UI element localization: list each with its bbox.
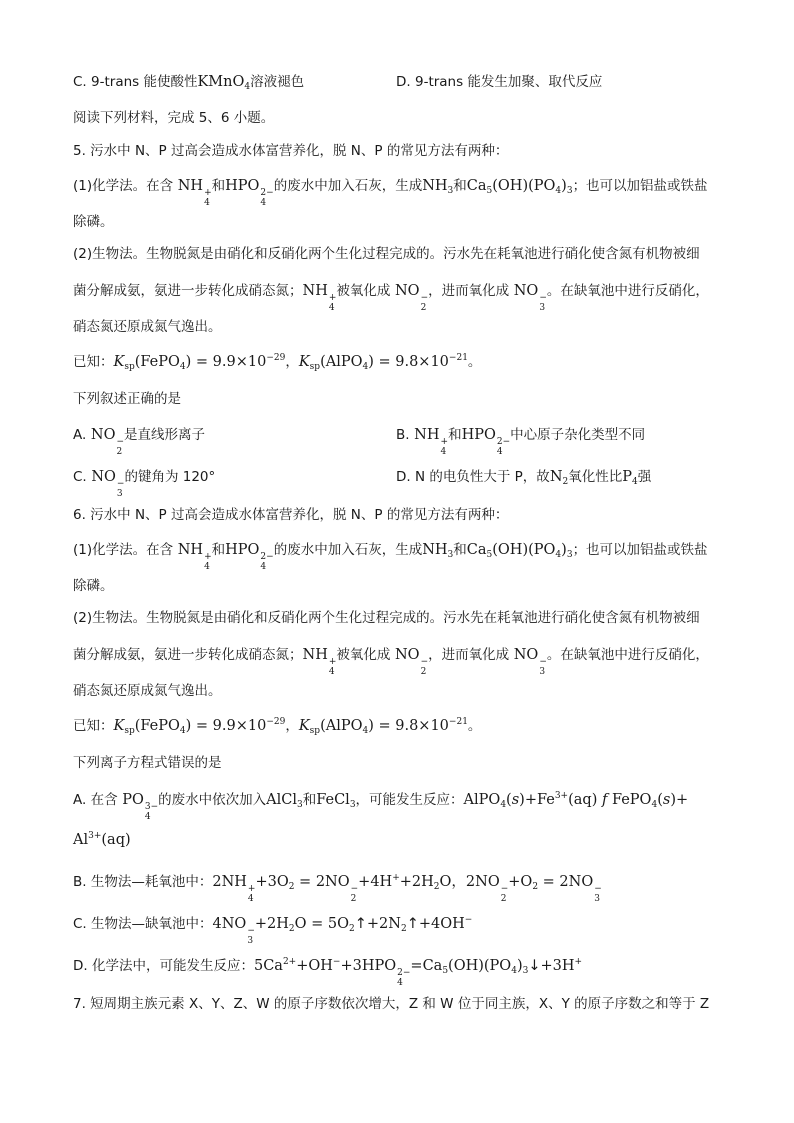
q5-method2-a: (2)生物法。生物脱氮是由硝化和反硝化两个生化过程完成的。污水先在耗氧池进行硝化使含氮有机物被细 [73, 246, 700, 262]
q6-method2-b: 菌分解成氨，氨进一步转化成硝态氮；NH + 4 被氧化成 NO − 2 ，进而氧化成 NO − 3 。在缺氧池中进行反硝化， [73, 647, 709, 677]
q5-ksp: 已知：$K_{sp}(FePO_4) = 9.9\times 10^{-29}$，$K_{sp}(AlPO_4) = 9.8\times 10^{-21}$。 [73, 353, 482, 372]
q6-stem: 下列离子方程式错误的是 [73, 755, 222, 771]
q6-method1: (1)化学法。在含 NH + 4 和HPO 2− 4 的废水中加入石灰，生成$NH_3$和$Ca_5(OH)(PO_4)_3$；也可以加铝盐或铁盐 [73, 542, 708, 572]
q5-method1: (1)化学法。在含 NH + 4 和HPO 2− 4 的废水中加入石灰，生成$NH_3$和$Ca_5(OH)(PO_4)_3$；也可以加铝盐或铁盐 [73, 178, 708, 208]
q5-method1-cont: 除磷。 [73, 214, 114, 230]
q6-option-a: A. 在含 PO 3− 4 的废水中依次加入AlCl$_3$和FeCl$_3$，可能发生反应：$AlPO_4(s)+Fe^{3+}(aq)$ f FePO$_4$(s)+ [73, 791, 689, 822]
option-c-q4: C. 9-trans 能使酸性KMnO$_4$溶液褪色 [73, 74, 305, 92]
q5-method2-b: 菌分解成氨，氨进一步转化成硝态氮；NH + 4 被氧化成 NO − 2 ，进而氧化成 NO − 3 。在缺氧池中进行反硝化， [73, 283, 709, 313]
option-d-q4: D. 9-trans 能发生加聚、取代反应 [396, 74, 603, 90]
q6-option-b: B. 生物法—耗氧池中：2NH + 4 $+3O_2 = 2NO$ − 2 $+4H^++2H_2O$，2NO − 2 $+O_2 = 2NO$ − 3 [73, 873, 602, 904]
reading-instruction: 阅读下列材料，完成 5、6 小题。 [73, 110, 275, 126]
q6-method2-c: 硝态氮还原成氮气逸出。 [73, 683, 222, 699]
q6-option-a-cont: $Al^{3+}(aq)$ [73, 831, 131, 848]
q6-ksp: 已知：$K_{sp}(FePO_4) = 9.9\times 10^{-29}$，$K_{sp}(AlPO_4) = 9.8\times 10^{-21}$。 [73, 717, 482, 736]
q5-option-a: A. NO − 2 是直线形离子 [73, 427, 206, 457]
formula-kmno4: KMnO$_4$ [197, 74, 251, 92]
q5-option-d: D. N 的电负性大于 P，故$N_2$氧化性比$P_4$强 [396, 469, 652, 487]
q7-stem: 7. 短周期主族元素 X、Y、Z、W 的原子序数依次增大，Z 和 W 位于同主族，X、Y 的原子序数之和等于 Z [73, 996, 710, 1012]
q6-intro: 6. 污水中 N、P 过高会造成水体富营养化，脱 N、P 的常见方法有两种： [73, 507, 509, 523]
q6-option-c: C. 生物法—缺氧池中：4NO − 3 $+2H_2O$ = $5O_2↑+2N_2↑+4OH^-$ [73, 915, 473, 946]
q5-method2-c: 硝态氮还原成氮气逸出。 [73, 319, 222, 335]
q5-option-b: B. NH + 4 和HPO 2− 4 中心原子杂化类型不同 [396, 427, 646, 457]
q6-method2-a: (2)生物法。生物脱氮是由硝化和反硝化两个生化过程完成的。污水先在耗氧池进行硝化使含氮有机物被细 [73, 610, 700, 626]
q5-intro: 5. 污水中 N、P 过高会造成水体富营养化，脱 N、P 的常见方法有两种： [73, 143, 509, 159]
q6-option-d: D. 化学法中，可能发生反应：$5Ca^{2+}+OH^-+3HPO$ 2− 4 $=Ca_5(OH)(PO_4)_3↓+3H^+$ [73, 957, 583, 988]
q5-stem: 下列叙述正确的是 [73, 391, 181, 407]
q5-option-c: C. NO − 3 的键角为 120° [73, 469, 216, 499]
q6-method1-cont: 除磷。 [73, 578, 114, 594]
